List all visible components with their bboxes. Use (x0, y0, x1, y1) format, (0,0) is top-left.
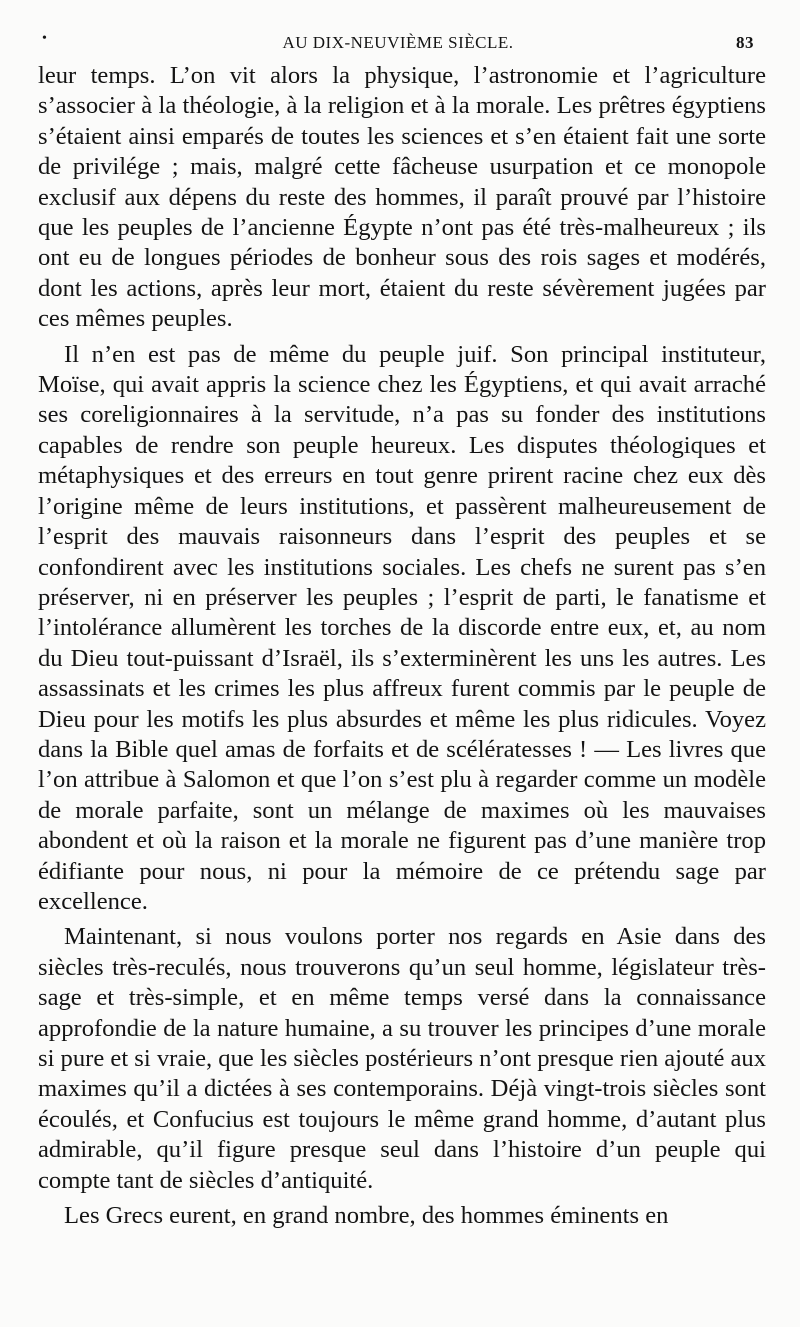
paragraph-3: Maintenant, si nous voulons porter nos regards en Asie dans des siècles très-reculés, nous trouverons qu’un seul homme, législateur très-sage et très-simple, et en même temps versé dans la connaissance approfondie de la nature humaine, a su trouver les principes d’une morale si pure et si vraie, que les siècles postérieurs n’ont presque rien ajouté aux maximes qu’il a dictées à ses contemporains. Déjà vingt-trois siècles sont écoulés, et Confucius est toujours le même grand homme, d’autant plus admirable, qu’il figure presque seul dans l’histoire d’un peuple qui compte tant de siècles d’antiquité. (38, 923, 767, 1194)
paragraph-1: leur temps. L’on vit alors la physique, l’astronomie et l’agriculture s’associer à la théologie, à la religion et à la morale. Les prêtres égyptiens s’étaient ainsi emparés de toutes les sciences et s’en étaient fait une sorte de privilége ; mais, malgré cette fâcheuse usurpation et ce monopole exclusif aux dépens du reste des hommes, il paraît prouvé par l’histoire que les peuples de l’ancienne Égypte n’ont pas été très-malheureux ; ils ont eu de longues périodes de bonheur sous des rois sages et modérés, dont les actions, après leur mort, étaient du reste sévèrement jugées par ces mêmes peuples. (38, 62, 766, 333)
running-head (38, 33, 758, 55)
running-head-title: AU DIX-NEUVIÈME SIÈCLE. (282, 33, 514, 52)
page-body (38, 61, 766, 1236)
paragraph-4: Les Grecs eurent, en grand nombre, des hommes éminents en (64, 1202, 669, 1230)
running-head-mark: • (42, 31, 48, 46)
paragraph-2: Il n’en est pas de même du peuple juif. Son principal instituteur, Moïse, qui avait appris la science chez les Égyptiens, et qui avait arraché ses coreligionnaires à la servitude, n’a pas su fonder des institutions capables de rendre son peuple heureux. Les disputes théologiques et métaphysiques et des erreurs en tout genre prirent racine chez eux dès l’origine même de leurs institutions, et passèrent malheureusement de l’esprit des mauvais raisonneurs dans l’esprit des peuples et se confondirent avec les institutions sociales. Les chefs ne surent pas s’en préserver, ni en préserver les peuples ; l’esprit de parti, le fanatisme et l’intolérance allumèrent les torches de la discorde entre eux, et, au nom du Dieu tout-puissant d’Israël, ils s’exterminèrent les uns les autres. Les assassinats et les crimes les plus affreux furent commis par le peuple de Dieu pour les motifs les plus absurdes et même les plus ridicules. Voyez dans la Bible quel amas de forfaits et de scélératesses ! — Les livres que l’on attribue à Salomon et que l’on s’est plu à regarder comme un modèle de morale parfaite, sont un mélange de maximes où les mauvaises abondent et où la raison et la morale ne figurent pas d’une manière trop édifiante pour nous, ni pour la mémoire de ce prétendu sage par excellence. (38, 340, 766, 915)
page-number: 83 (736, 33, 754, 52)
